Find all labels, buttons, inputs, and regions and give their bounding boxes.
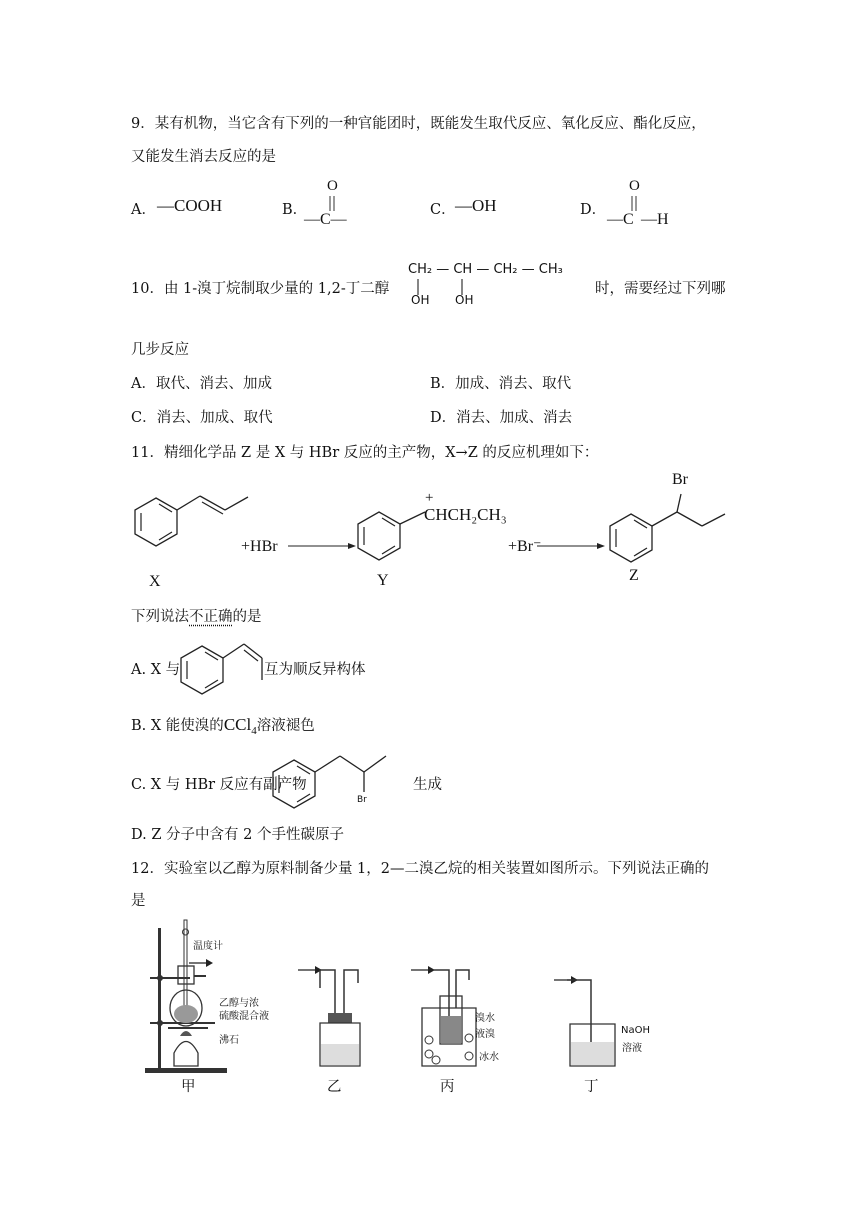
q11-plus-bromide: +Br⁻ — [508, 538, 542, 555]
q11-plus-hbr: +HBr — [241, 538, 278, 555]
q9-option-d-carbon: —C — [607, 211, 634, 228]
q9-option-b-oxygen: O — [327, 178, 338, 194]
q10-stem-part2: 时，需要经过下列哪 — [595, 281, 726, 297]
q10-structure-chain: CH₂ — CH — CH₂ — CH₃ — [408, 262, 563, 277]
q11-stem: 11．精细化学品 Z 是 X 与 HBr 反应的主产物，X→Z 的反应机理如下： — [131, 445, 599, 461]
q11-option-b-ccl: CCl — [223, 715, 252, 734]
q12-label-bing: 丙 — [440, 1079, 455, 1095]
q11-option-c-bromine: Br — [357, 795, 367, 805]
q12-label-ice-water: 冰水 — [479, 1052, 499, 1063]
q10-structure-oh1: OH — [411, 293, 430, 307]
q11-prompt-pre: 下列说法 — [131, 609, 189, 625]
q11-prompt-emphasis: 不正确 — [189, 609, 233, 625]
q12-label-ding: 丁 — [584, 1079, 599, 1095]
q12-label-solution: 溶液 — [622, 1043, 642, 1054]
q9-option-d-label: D． — [580, 202, 607, 218]
q9-option-c-label: C． — [430, 202, 456, 218]
q10-option-d: D．消去、加成、消去 — [430, 410, 573, 426]
q12-label-jia: 甲 — [181, 1079, 196, 1095]
q11-structure-y — [353, 510, 433, 570]
q11-arrow-2 — [537, 541, 607, 551]
q11-option-a-post: 互为顺反异构体 — [264, 662, 366, 678]
q12-apparatus-ding — [565, 978, 625, 1068]
q11-prompt-post: 的是 — [232, 609, 262, 625]
q12-label-mixture-1: 乙醇与浓 — [219, 998, 259, 1009]
q11-z-bromine: Br — [672, 471, 688, 488]
q12-label-yi: 乙 — [327, 1079, 342, 1095]
q9-option-d-hydrogen: —H — [641, 211, 669, 228]
q12-label-bromine-water: 溴水 — [475, 1013, 495, 1024]
q11-option-c-pre: C. X 与 HBr 反应有副产物 — [131, 777, 307, 793]
q10-option-b: B．加成、消去、取代 — [430, 376, 572, 392]
q12-apparatus-bing — [414, 968, 484, 1068]
q10-structure-oh2: OH — [455, 293, 474, 307]
q9-option-b-label: B． — [282, 202, 308, 218]
q9-option-a-label: A． — [131, 202, 156, 218]
q11-label-z: Z — [629, 567, 639, 584]
q10-stem-part1: 10．由 1-溴丁烷制取少量的 1,2-丁二醇 — [131, 281, 390, 297]
q9-option-c-formula: —OH — [455, 196, 497, 215]
q11-option-a-structure — [176, 636, 271, 696]
q11-cation-formula: CHCH₂CH₃ — [424, 505, 507, 524]
q12-gas-arrow-jia — [189, 958, 214, 968]
q12-label-naoh: NaOH — [621, 1025, 650, 1036]
q11-label-x: X — [149, 573, 161, 590]
q12-stem-line1: 12．实验室以乙醇为原料制备少量 1，2—二溴乙烷的相关装置如图所示。下列说法正确的 — [131, 861, 710, 877]
q12-label-thermometer: 温度计 — [193, 941, 223, 952]
q11-option-b-sub: 4 — [251, 724, 257, 737]
q12-label-mixture-2: 硫酸混合液 — [219, 1011, 269, 1022]
q11-option-a-pre: A. X 与 — [131, 662, 181, 678]
q10-option-c: C．消去、加成、取代 — [131, 410, 273, 426]
q9-stem-line2: 又能发生消去反应的是 — [131, 149, 276, 165]
q11-option-c-structure — [268, 748, 388, 818]
q9-option-d-oxygen: O — [629, 178, 640, 194]
q11-arrow-1 — [288, 541, 358, 551]
q11-option-b-pre: B. X 能使溴的 — [131, 718, 224, 734]
q12-apparatus-yi — [310, 968, 370, 1068]
q11-option-c-post: 生成 — [413, 777, 442, 793]
q10-stem-line2: 几步反应 — [131, 342, 189, 358]
q11-prompt — [131, 605, 262, 626]
q9-option-a-formula: —COOH — [157, 196, 223, 215]
q11-label-y: Y — [377, 572, 389, 589]
q12-label-boiling-chip: 沸石 — [219, 1035, 239, 1046]
q9-option-b-carbon: —C— — [304, 211, 347, 228]
q9-stem-line1: 9．某有机物，当它含有下列的一种官能团时，既能发生取代反应、氧化反应、酯化反应， — [131, 116, 706, 132]
q11-option-d: D. Z 分子中含有 2 个手性碳原子 — [131, 827, 344, 843]
q11-option-b — [131, 714, 315, 737]
q12-stem-line2: 是 — [131, 893, 146, 909]
q11-option-b-post: 溶液褪色 — [256, 718, 315, 734]
q10-option-a: A．取代、消去、加成 — [131, 376, 272, 392]
q11-cation-charge: + — [425, 490, 434, 506]
q12-label-liquid-bromine: 液溴 — [475, 1029, 495, 1040]
q11-structure-z — [605, 490, 735, 560]
